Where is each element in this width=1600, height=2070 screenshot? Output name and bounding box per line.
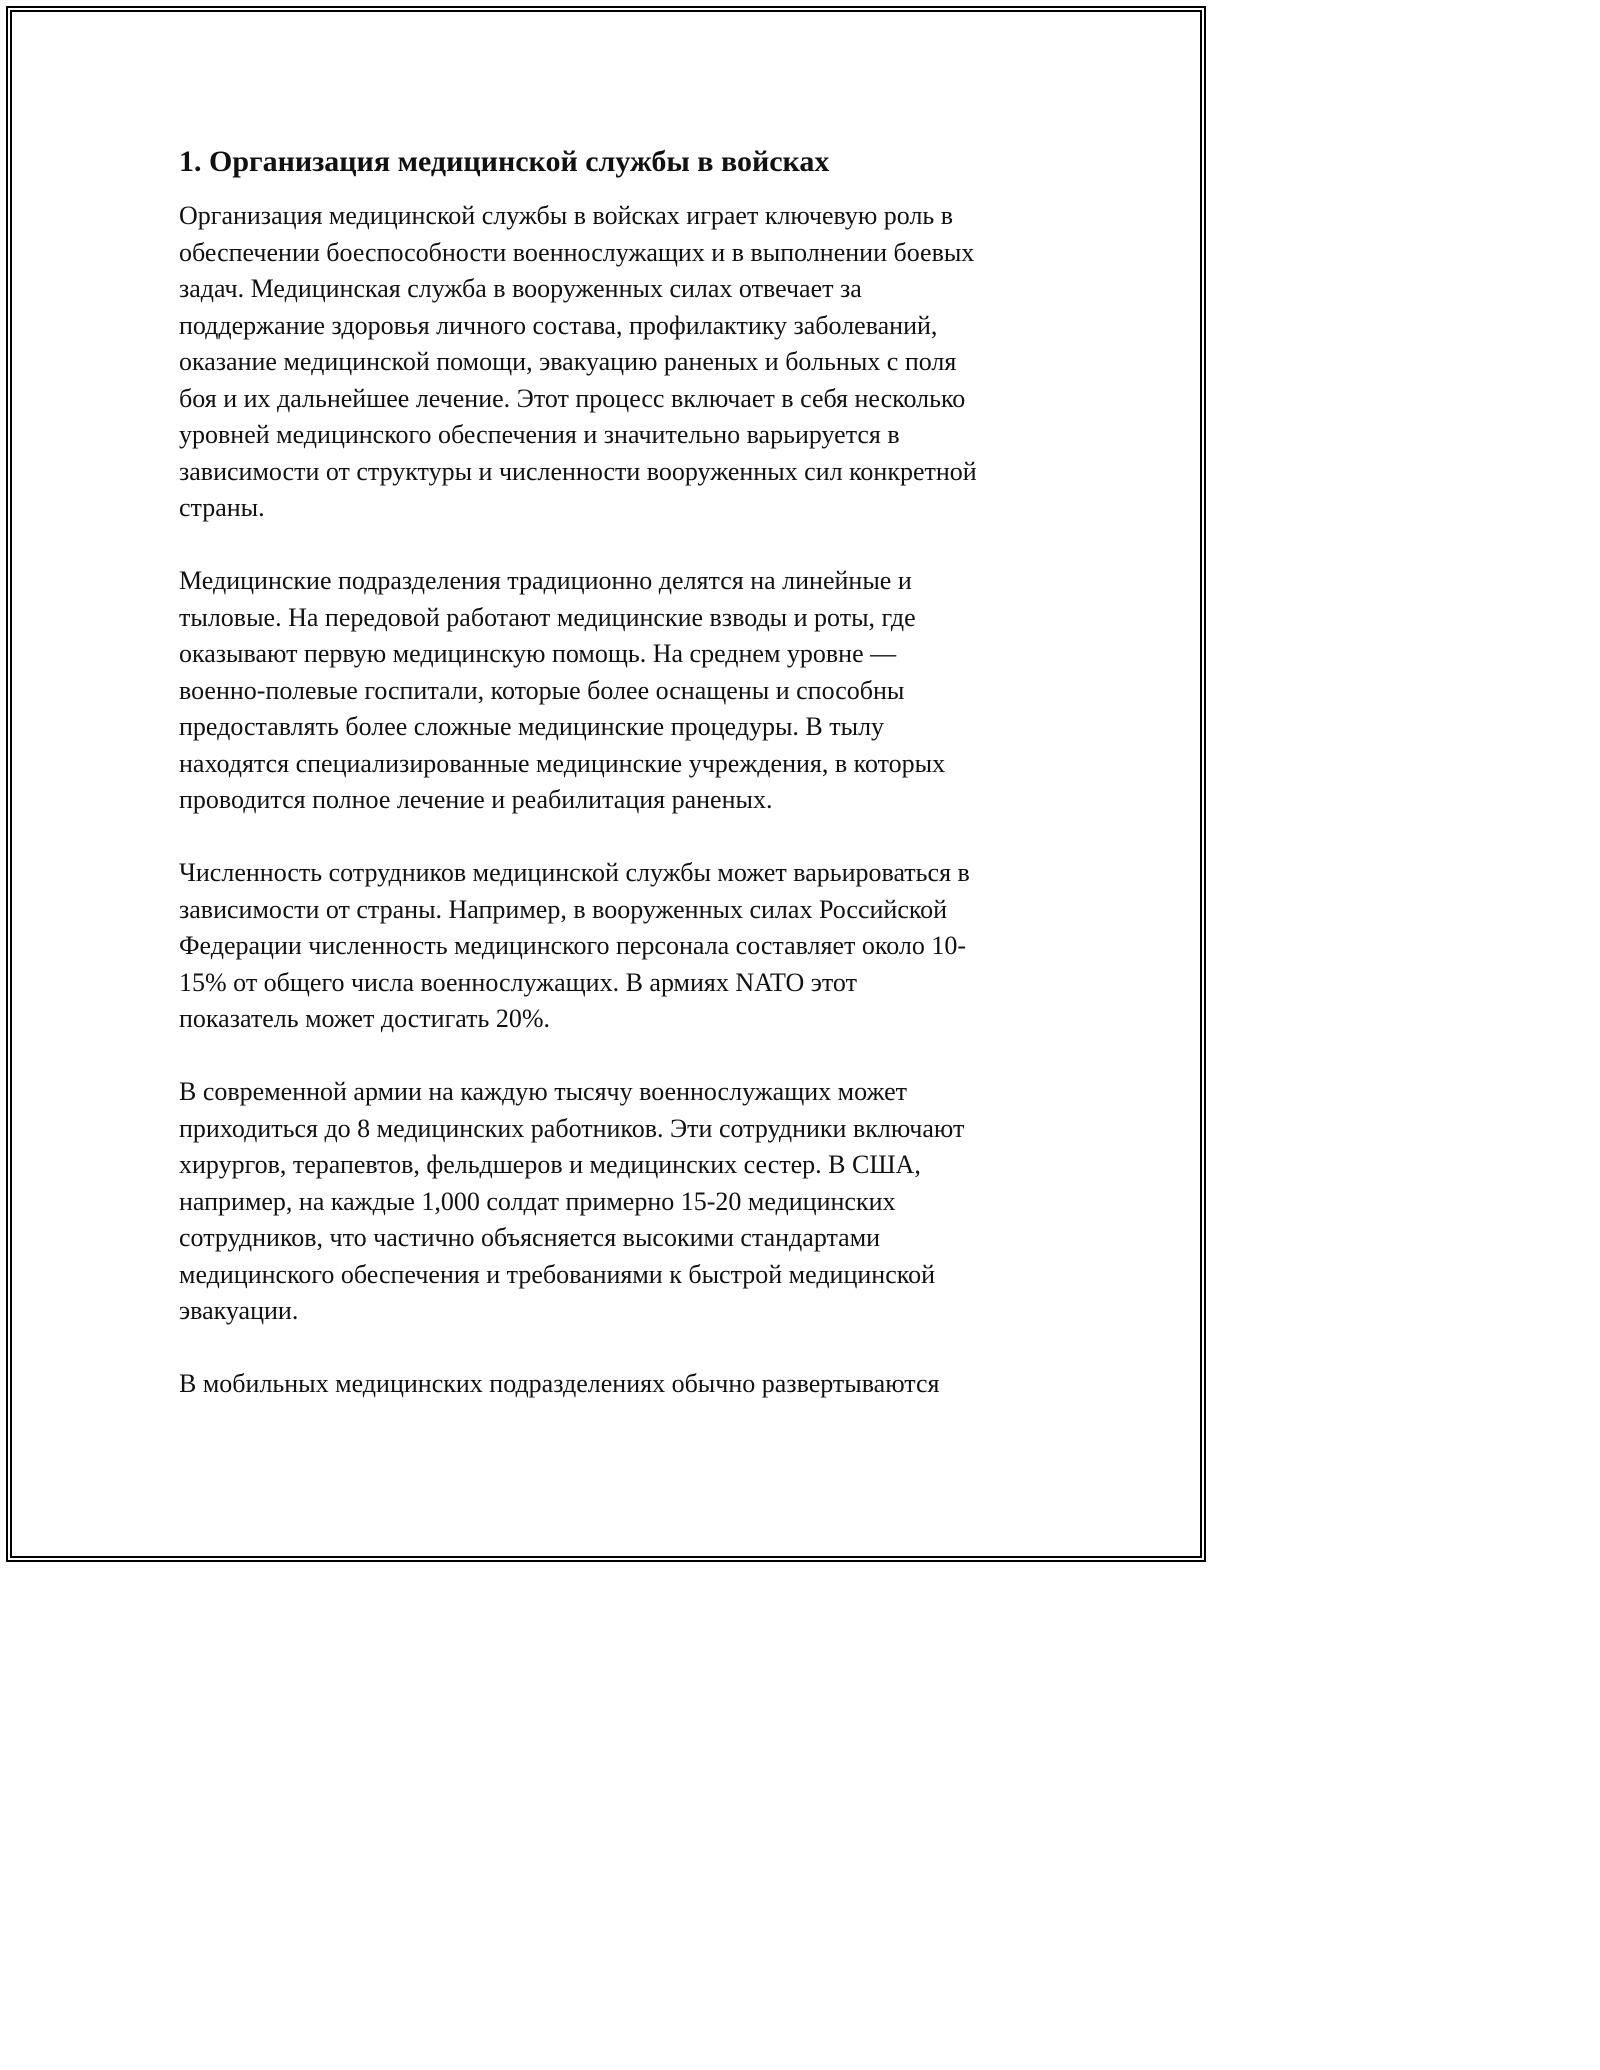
text-line: медицинского обеспечения и требованиями к быстрой медицинской [179, 1259, 935, 1289]
paragraph-1 [179, 198, 1059, 527]
text-line: хирургов, терапевтов, фельдшеров и медицинских сестер. В США, [179, 1150, 921, 1179]
text-line: Федерации численность медицинского персонала составляет около 10- [179, 931, 966, 960]
text-line: предоставлять более сложные медицинские процедуры. В тылу [179, 712, 885, 741]
text-line: страны. [179, 493, 265, 522]
text-line: зависимости от структуры и численности вооруженных сил конкретной [179, 456, 977, 486]
text-line: 15% от общего числа военнослужащих. В армиях NATO этот [179, 967, 857, 997]
text-line: В мобильных медицинских подразделениях обычно развертываются [179, 1369, 940, 1398]
text-line: оказывают первую медицинскую помощь. На среднем уровне — [179, 639, 897, 668]
text-line: проводится полное лечение и реабилитация раненых. [179, 785, 773, 814]
text-line: например, на каждые 1,000 солдат примерно 15-20 медицинских [179, 1186, 896, 1216]
text-line: показатель может достигать 20%. [179, 1004, 550, 1033]
text-line: Медицинские подразделения традиционно делятся на линейные и [179, 566, 912, 595]
text-line: Организация медицинской службы в войсках играет ключевую роль в [179, 201, 954, 230]
text-line: находятся специализированные медицинские учреждения, в которых [179, 748, 946, 778]
text-line: боя и их дальнейшее лечение. Этот процесс включает в себя несколько [179, 383, 966, 413]
paragraph-3 [179, 855, 1059, 1038]
text-line: эвакуации. [179, 1296, 299, 1325]
paragraph-4 [179, 1074, 1059, 1330]
text-line: В современной армии на каждую тысячу военнослужащих может [179, 1077, 907, 1106]
document-body [179, 140, 1059, 1439]
text-line: оказание медицинской помощи, эвакуацию раненых и больных с поля [179, 347, 957, 376]
text-line: поддержание здоровья личного состава, профилактику заболеваний, [179, 310, 938, 340]
paragraph-2 [179, 563, 1059, 819]
section-heading: 1. Организация медицинской службы в войсках [179, 145, 830, 178]
text-line: уровней медицинского обеспечения и значительно варьируется в [179, 420, 900, 449]
paragraph-5 [179, 1366, 1059, 1403]
text-line: задач. Медицинская служба в вооруженных силах отвечает за [179, 274, 862, 303]
text-line: обеспечении боеспособности военнослужащих и в выполнении боевых [179, 237, 975, 267]
text-line: Численность сотрудников медицинской службы может варьироваться в [179, 858, 970, 887]
text-line: военно-полевые госпитали, которые более оснащены и способны [179, 675, 905, 705]
text-line: зависимости от страны. Например, в вооруженных силах Российской [179, 894, 948, 924]
text-line: тыловые. На передовой работают медицинские взводы и роты, где [179, 602, 916, 632]
text-line: приходиться до 8 медицинских работников. Эти сотрудники включают [179, 1113, 965, 1143]
text-line: сотрудников, что частично объясняется высокими стандартами [179, 1223, 881, 1252]
